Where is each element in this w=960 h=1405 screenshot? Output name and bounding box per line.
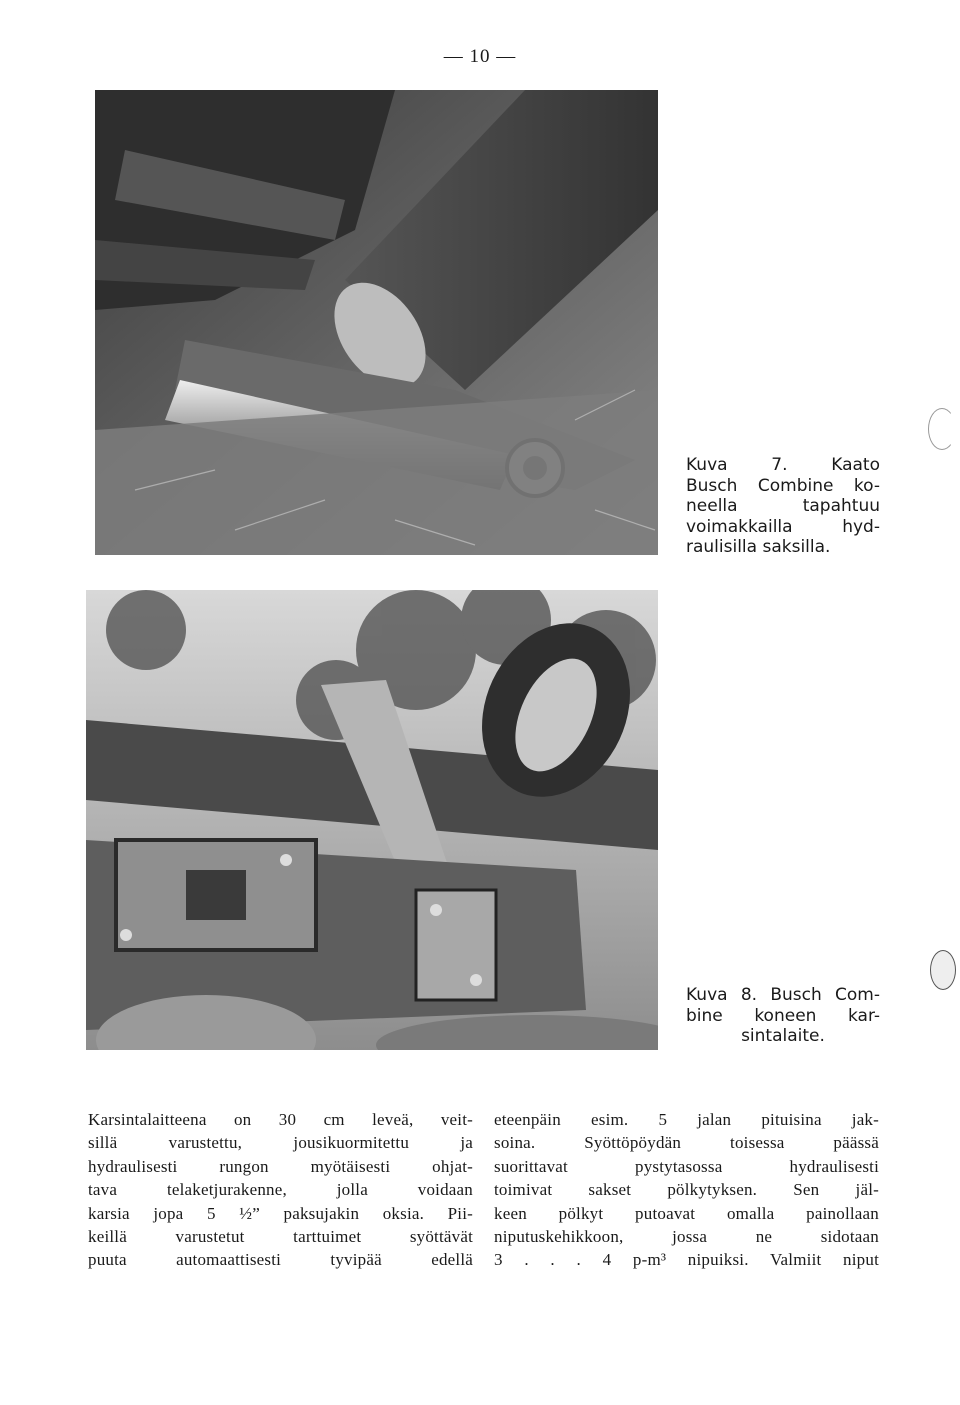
caption-line: Kuva 7. Kaato <box>686 455 880 475</box>
caption-line: voimakkailla hyd- <box>686 516 880 537</box>
figure-caption-7 <box>686 455 880 558</box>
text-line: eteenpäin esim. 5 jalan pituisina jak- <box>494 1110 879 1129</box>
text-line: suorittavat pystytasossa hydraulisesti <box>494 1156 879 1176</box>
caption-line: sintalaite. <box>741 1026 825 1046</box>
caption-line: raulisilla saksilla. <box>686 537 831 557</box>
caption-line: Busch Combine ko- <box>686 475 880 496</box>
binding-hole-mark <box>930 950 956 990</box>
binding-hole-mark <box>928 408 956 450</box>
text-line: soina. Syöttöpöydän toisessa päässä <box>494 1133 879 1153</box>
text-line: toimivat sakset pölkytyksen. Sen jäl- <box>494 1180 879 1200</box>
caption-line: Kuva 8. Busch Com- <box>686 985 880 1005</box>
caption-line: neella tapahtuu <box>686 496 880 516</box>
caption-line: bine koneen kar- <box>686 1005 880 1026</box>
text-line: hydraulisesti rungon myötäisesti ohjat- <box>88 1156 473 1176</box>
text-line: tava telaketjurakenne, jolla voidaan <box>88 1180 473 1200</box>
text-line: 3 . . . 4 p-m³ nipuiksi. Valmiit niput <box>494 1250 879 1270</box>
text-line: sillä varustettu, jousikuormitettu ja <box>88 1133 473 1153</box>
photo-felling-shears <box>95 90 658 555</box>
photo-delimbing-device <box>86 590 658 1050</box>
body-text-right-column <box>494 1108 879 1272</box>
page-number: — 10 — <box>443 46 517 67</box>
text-line: Karsintalaitteena on 30 cm leveä, veit- <box>88 1110 473 1129</box>
text-line: keen pölkyt putoavat omalla painollaan <box>494 1203 879 1223</box>
text-line: karsia jopa 5 ½” paksujakin oksia. Pii- <box>88 1203 473 1223</box>
text-line: keillä varustetut tarttuimet syöttävät <box>88 1227 473 1247</box>
body-text-left-column <box>88 1108 473 1272</box>
figure-caption-8 <box>686 985 880 1047</box>
text-line: puuta automaattisesti tyvipää edellä <box>88 1250 473 1270</box>
text-line: niputuskehikkoon, jossa ne sidotaan <box>494 1227 879 1247</box>
